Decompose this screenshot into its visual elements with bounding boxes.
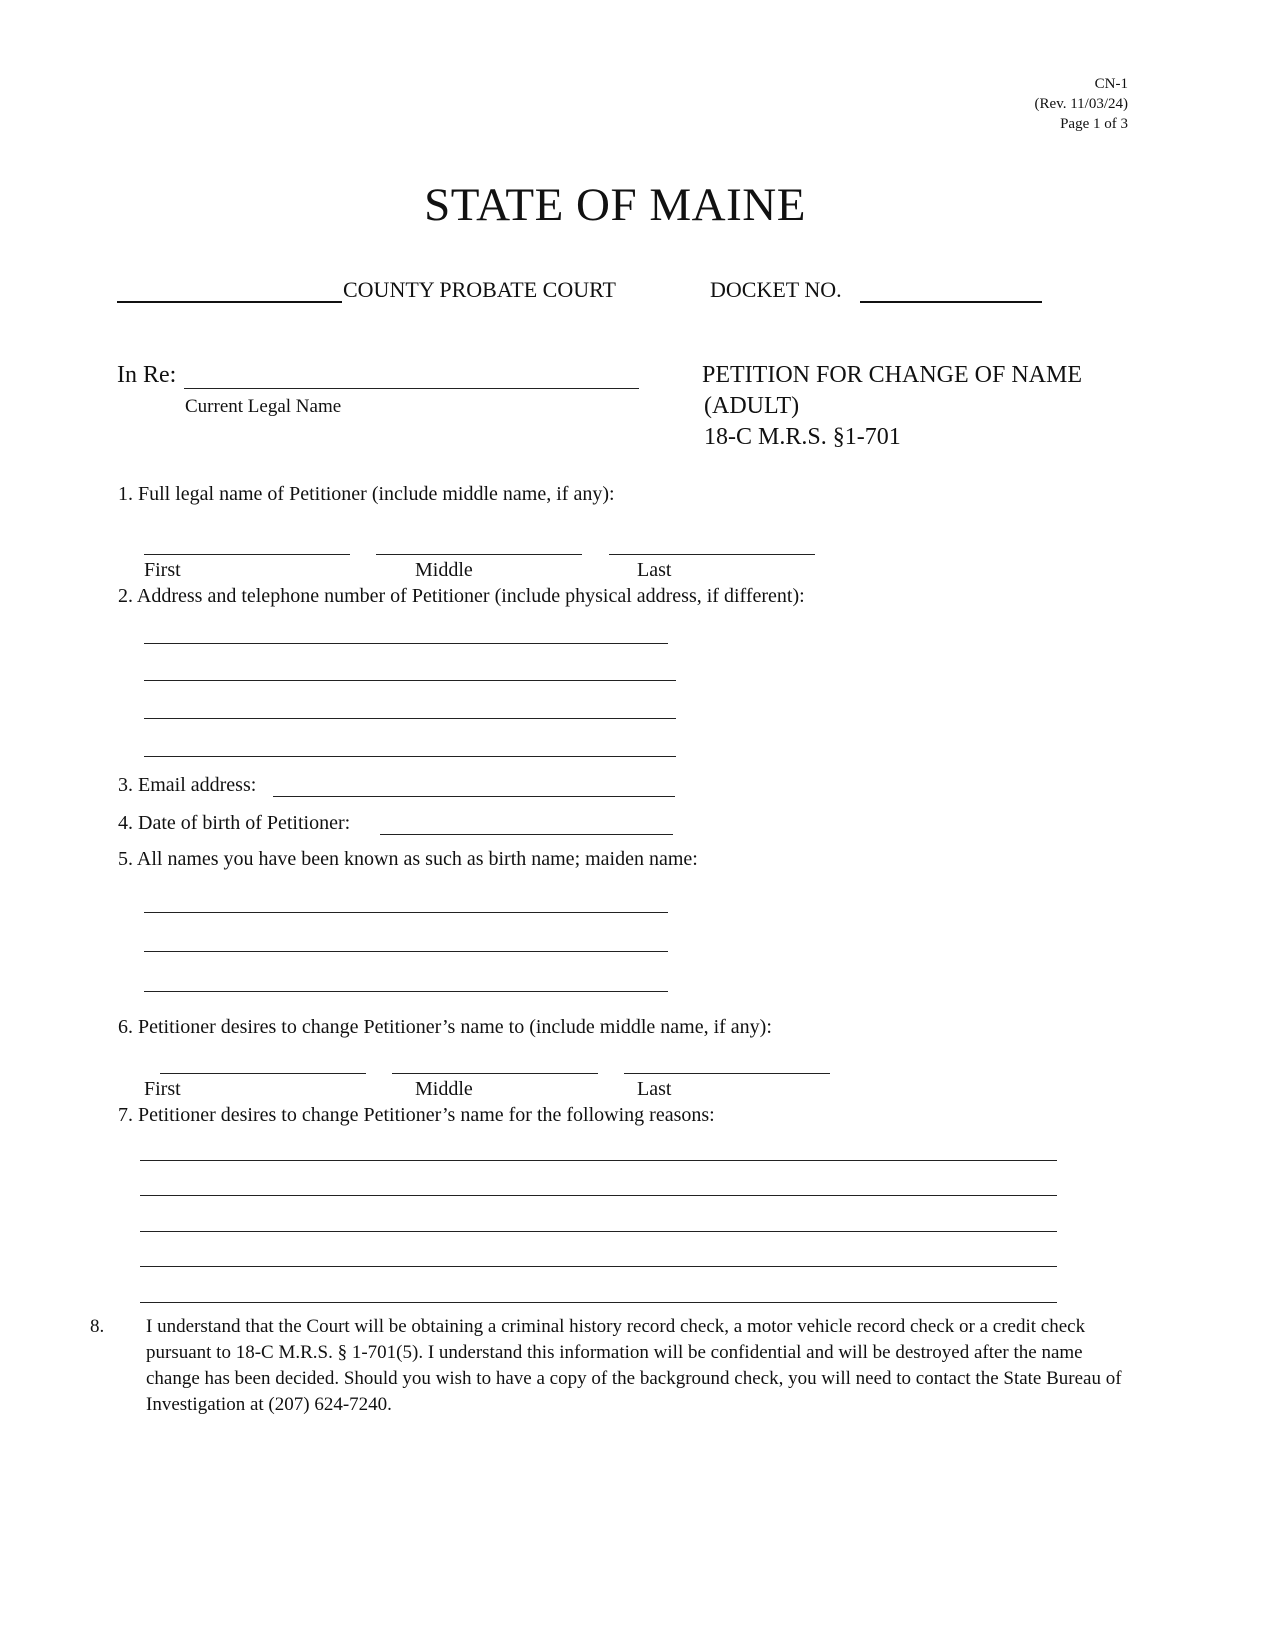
reasons-line-4-field[interactable] xyxy=(140,1266,1057,1267)
petitioner-middle-name-field[interactable] xyxy=(376,554,582,555)
address-line-2-field[interactable] xyxy=(144,680,676,681)
other-name-line-1-field[interactable] xyxy=(144,912,668,913)
new-middle-name-field[interactable] xyxy=(392,1073,598,1074)
in-re-label: In Re: xyxy=(117,362,177,388)
petition-title: PETITION FOR CHANGE OF NAME xyxy=(702,362,1083,388)
item-7-label: 7. Petitioner desires to change Petitioner’s name for the following reasons: xyxy=(118,1104,715,1126)
reasons-line-2-field[interactable] xyxy=(140,1195,1057,1196)
middle-name-label: Middle xyxy=(415,559,473,581)
new-last-name-field[interactable] xyxy=(624,1073,830,1074)
petition-subtitle: (ADULT) xyxy=(704,393,800,419)
new-middle-name-label: Middle xyxy=(415,1078,473,1100)
current-legal-name-field[interactable] xyxy=(184,388,639,389)
item-8-text: I understand that the Court will be obtaining a criminal history record check, a motor vehicle record check or a credit check pursuant to 18-C M.R.S. § 1-701(5). I understand this information will be confidential and will be destroyed after the name change has been decided. Should you wish to have a copy of the background check, you will need to contact the State Bureau of Investigation at (207) 624-7240. xyxy=(146,1316,1122,1415)
new-first-name-label: First xyxy=(144,1078,181,1100)
item-6-label: 6. Petitioner desires to change Petitioner’s name to (include middle name, if any): xyxy=(118,1016,772,1038)
item-8-number: 8. xyxy=(90,1316,105,1337)
petition-statute: 18-C M.R.S. §1-701 xyxy=(704,424,901,450)
reasons-line-5-field[interactable] xyxy=(140,1302,1057,1303)
reasons-line-1-field[interactable] xyxy=(140,1160,1057,1161)
county-court-label: COUNTY PROBATE COURT xyxy=(343,277,616,302)
form-id: CN-1 xyxy=(1094,76,1128,92)
petitioner-first-name-field[interactable] xyxy=(144,554,350,555)
item-8-paragraph xyxy=(90,1314,1128,1418)
new-first-name-field[interactable] xyxy=(160,1073,366,1074)
page-number: Page 1 of 3 xyxy=(1060,116,1128,132)
address-line-1-field[interactable] xyxy=(144,643,668,644)
page-title: STATE OF MAINE xyxy=(424,179,806,231)
item-5-label: 5. All names you have been known as such as birth name; maiden name: xyxy=(118,848,698,870)
item-2-label: 2. Address and telephone number of Petitioner (include physical address, if different): xyxy=(118,585,805,607)
item-4-label: 4. Date of birth of Petitioner: xyxy=(118,812,351,834)
county-field[interactable] xyxy=(117,301,342,303)
new-last-name-label: Last xyxy=(637,1078,672,1100)
item-3-label: 3. Email address: xyxy=(118,774,257,796)
reasons-line-3-field[interactable] xyxy=(140,1231,1057,1232)
item-1-label: 1. Full legal name of Petitioner (include middle name, if any): xyxy=(118,483,615,505)
address-line-4-field[interactable] xyxy=(144,756,676,757)
email-field[interactable] xyxy=(273,796,675,797)
petitioner-last-name-field[interactable] xyxy=(609,554,815,555)
first-name-label: First xyxy=(144,559,181,581)
last-name-label: Last xyxy=(637,559,672,581)
date-of-birth-field[interactable] xyxy=(380,834,673,835)
form-revision: (Rev. 11/03/24) xyxy=(1034,96,1128,112)
current-legal-name-label: Current Legal Name xyxy=(185,396,342,417)
other-name-line-2-field[interactable] xyxy=(144,951,668,952)
other-name-line-3-field[interactable] xyxy=(144,991,668,992)
docket-label: DOCKET NO. xyxy=(710,277,842,302)
docket-number-field[interactable] xyxy=(860,301,1042,303)
address-line-3-field[interactable] xyxy=(144,718,676,719)
